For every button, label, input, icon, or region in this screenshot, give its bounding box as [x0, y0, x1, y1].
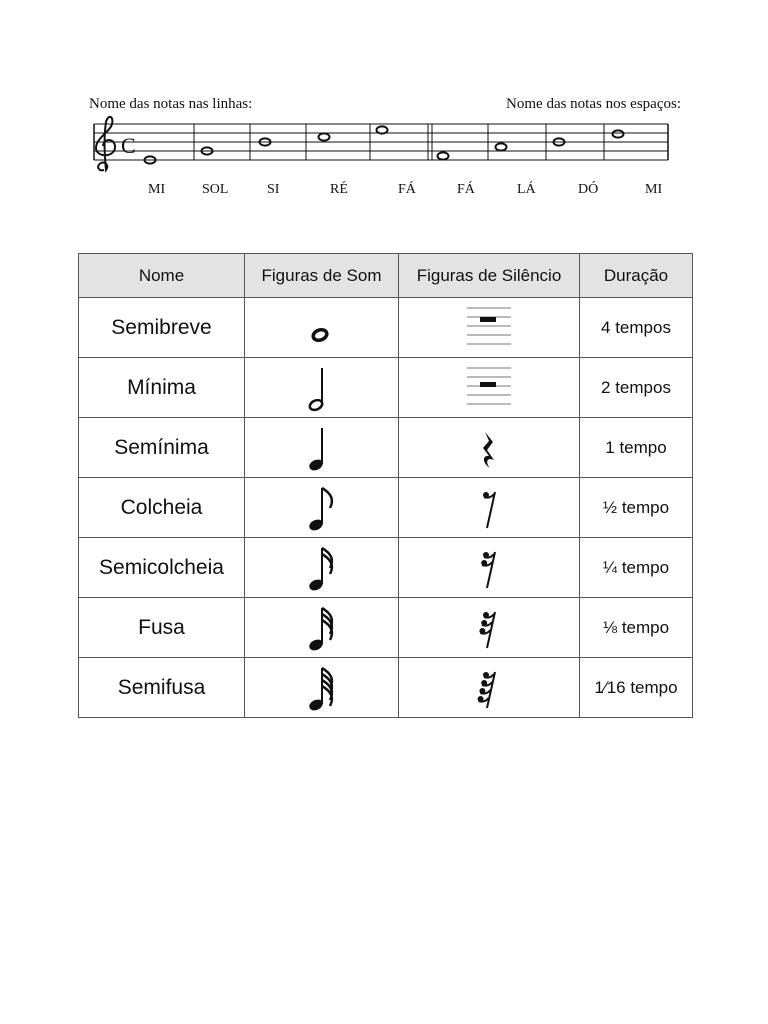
sound-figure-cell	[245, 478, 399, 538]
silence-figure-cell	[399, 598, 580, 658]
staff-notes	[145, 126, 624, 163]
silence-figure-cell	[399, 298, 580, 358]
treble-clef-icon	[96, 117, 115, 170]
figure-name: Mínima	[79, 358, 245, 418]
thirty-second-rest-icon	[463, 604, 515, 652]
time-signature: C	[121, 133, 136, 158]
lines-heading: Nome das notas nas linhas:	[89, 96, 253, 112]
header-duration: Duração	[580, 254, 693, 298]
header-name: Nome	[79, 254, 245, 298]
sound-figure-cell	[245, 598, 399, 658]
table-row	[79, 358, 693, 418]
eighth-note-icon	[302, 482, 342, 534]
table-header-row	[79, 254, 693, 298]
figure-duration: 4 tempos	[580, 298, 693, 358]
figure-name: Semínima	[79, 418, 245, 478]
line-note-label: MI	[148, 182, 166, 197]
quarter-note-icon	[302, 422, 342, 474]
line-note-label: RÉ	[330, 182, 348, 197]
table-row	[79, 418, 693, 478]
table-row	[79, 298, 693, 358]
figure-duration: ½ tempo	[580, 478, 693, 538]
figure-duration: 1 tempo	[580, 418, 693, 478]
header-sound: Figuras de Som	[245, 254, 399, 298]
silence-figure-cell	[399, 358, 580, 418]
quarter-rest-icon	[463, 424, 515, 472]
figure-name: Fusa	[79, 598, 245, 658]
eighth-rest-icon	[463, 484, 515, 532]
sixty-fourth-note-icon	[302, 662, 342, 714]
thirty-second-note-icon	[302, 602, 342, 654]
silence-figure-cell	[399, 538, 580, 598]
sound-figure-cell	[245, 418, 399, 478]
whole-note-icon	[302, 302, 342, 354]
figure-duration: ¼ tempo	[580, 538, 693, 598]
sound-figure-cell	[245, 538, 399, 598]
figure-name: Semifusa	[79, 658, 245, 718]
note-labels	[148, 180, 662, 197]
space-note-label: DÓ	[578, 182, 599, 197]
sound-figure-cell	[245, 358, 399, 418]
sixteenth-rest-icon	[463, 544, 515, 592]
table-row	[79, 538, 693, 598]
table-row	[79, 598, 693, 658]
table-row	[79, 658, 693, 718]
space-note-label: FÁ	[457, 182, 475, 197]
silence-figure-cell	[399, 418, 580, 478]
figure-duration: ⅛ tempo	[580, 598, 693, 658]
sound-figure-cell	[245, 658, 399, 718]
space-note-label: MI	[645, 182, 663, 197]
figure-name: Semibreve	[79, 298, 245, 358]
space-note-label: LÁ	[517, 182, 536, 197]
silence-figure-cell	[399, 478, 580, 538]
figure-name: Semicolcheia	[79, 538, 245, 598]
half-note-icon	[302, 362, 342, 414]
line-note-label: SI	[267, 182, 280, 197]
whole-rest-icon	[463, 304, 515, 352]
sixteenth-note-icon	[302, 542, 342, 594]
table-row	[79, 478, 693, 538]
header-silence: Figuras de Silêncio	[399, 254, 580, 298]
silence-figure-cell	[399, 658, 580, 718]
staff-lines	[94, 124, 668, 160]
music-staff	[0, 0, 768, 210]
half-rest-icon	[463, 364, 515, 412]
line-note-label: FÁ	[398, 182, 416, 197]
figure-duration: 1⁄16 tempo	[580, 658, 693, 718]
note-figures-table	[78, 253, 693, 718]
sound-figure-cell	[245, 298, 399, 358]
line-note-label: SOL	[202, 182, 229, 197]
sixty-fourth-rest-icon	[463, 664, 515, 712]
figure-name: Colcheia	[79, 478, 245, 538]
spaces-heading: Nome das notas nos espaços:	[506, 96, 681, 112]
figure-duration: 2 tempos	[580, 358, 693, 418]
